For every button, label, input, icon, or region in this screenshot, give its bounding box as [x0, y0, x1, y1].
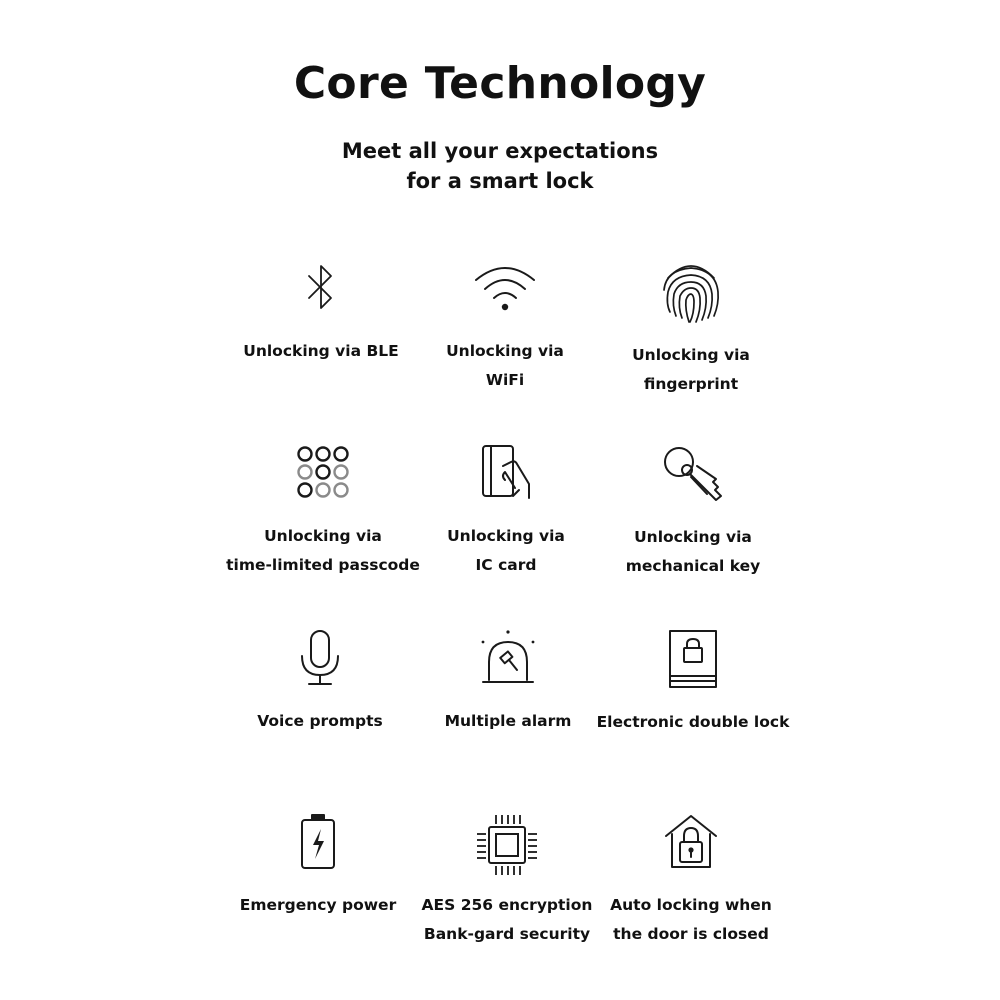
alarm-icon	[477, 628, 539, 688]
feature-label-line: Emergency power	[239, 896, 397, 914]
feature-label	[581, 341, 801, 399]
double-lock-icon	[667, 628, 719, 690]
feature-label-line: Bank-gard security	[423, 925, 591, 943]
feature-label	[583, 523, 803, 581]
feature-label	[581, 891, 801, 949]
feature-label-line: Unlocking via	[632, 346, 750, 364]
feature-label-line: mechanical key	[625, 557, 761, 575]
feature-label-line: Unlocking via	[447, 527, 565, 545]
feature-label	[208, 891, 428, 920]
feature-label-line: Auto locking when	[610, 896, 772, 914]
feature-label-line: WiFi	[485, 371, 525, 389]
feature-label-line: Electronic double lock	[596, 713, 790, 731]
microphone-icon	[297, 628, 343, 688]
feature-label-line: Voice prompts	[257, 712, 383, 730]
fingerprint-icon	[660, 260, 722, 324]
subtitle-line: for a smart lock	[406, 169, 594, 193]
mechanical-key-icon	[661, 444, 725, 506]
keypad-icon	[295, 444, 351, 500]
battery-icon	[298, 812, 338, 872]
feature-label-line: fingerprint	[643, 375, 739, 393]
feature-label-line: the door is closed	[613, 925, 769, 943]
page-subtitle	[0, 136, 1000, 196]
feature-label-line: Unlocking via BLE	[243, 342, 399, 360]
feature-label-line: Multiple alarm	[444, 712, 572, 730]
feature-label	[210, 707, 430, 736]
chip-icon	[474, 812, 540, 878]
feature-label-line: time-limited passcode	[226, 556, 420, 574]
feature-label-line: Unlocking via	[634, 528, 752, 546]
bluetooth-icon	[301, 262, 341, 314]
feature-label-line: Unlocking via	[446, 342, 564, 360]
feature-label	[583, 708, 803, 737]
feature-label-line: Unlocking via	[264, 527, 382, 545]
page-title: Core Technology	[293, 58, 707, 109]
home-lock-icon	[663, 812, 719, 872]
wifi-icon	[472, 260, 538, 314]
ic-card-icon	[479, 444, 533, 502]
feature-label-line: IC card	[475, 556, 537, 574]
subtitle-line: Meet all your expectations	[341, 139, 659, 163]
feature-label-line: AES 256 encryption	[421, 896, 593, 914]
